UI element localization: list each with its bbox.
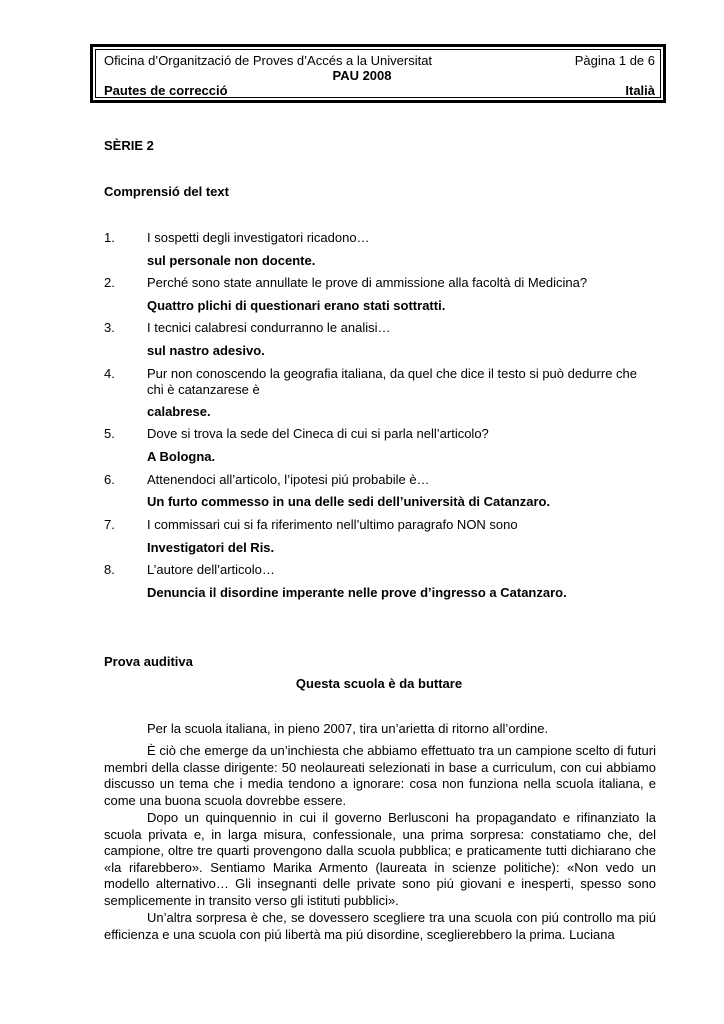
question-text: Attenendoci all’articolo, l’ipotesi piú probabile è… (147, 472, 430, 487)
article-paragraph: Un’altra sorpresa è che, se dovessero scegliere tra una scuola con piú controllo ma piú efficienza e una scuola con piú libertà ma piú disordine, sceglierebbero la prima. Luciana (104, 910, 656, 942)
article-title: Questa scuola è da buttare (295, 676, 463, 691)
question-number: 4. (104, 366, 115, 381)
question-text: Pur non conoscendo la geografia italiana, da quel che dice il testo si può dedurre che chi è catanzarese è (147, 366, 637, 397)
question-number: 3. (104, 320, 115, 335)
answer-text: calabrese. (147, 404, 211, 419)
header-section: Pautes de correcció (104, 83, 228, 98)
answer-text: Quattro plichi di questionari erano stati sottratti. (147, 298, 446, 313)
question-text: Perché sono state annullate le prove di ammissione alla facoltà di Medicina? (147, 275, 588, 290)
question-text: I commissari cui si fa riferimento nell’ultimo paragrafo NON sono (147, 517, 518, 532)
question-number: 2. (104, 275, 115, 290)
header-page-number: Pàgina 1 de 6 (574, 53, 655, 68)
comprehension-heading: Comprensió del text (104, 184, 229, 199)
answer-text: Denuncia il disordine imperante nelle prove d’ingresso a Catanzaro. (147, 585, 567, 600)
article-paragraph: È ciò che emerge da un’inchiesta che abbiamo effettuato tra un campione scelto di futuri membri della classe dirigente: 50 neolaureati selezionati in base a curriculum, con cui abbiamo discusso un tema che i media tendono a ignorare: cosa non funziona nella scuola italiana, e come una buona scuola dovrebbe essere. (104, 743, 656, 808)
answer-text: A Bologna. (147, 449, 216, 464)
question-number: 1. (104, 230, 115, 245)
article-paragraph: Per la scuola italiana, in pieno 2007, tira un’arietta di ritorno all’ordine. (147, 721, 549, 736)
question-text: I tecnici calabresi condurranno le analisi… (147, 320, 391, 335)
answer-text: Investigatori del Ris. (147, 540, 275, 555)
question-text: L’autore dell’articolo… (147, 562, 275, 577)
answer-text: sul nastro adesivo. (147, 343, 265, 358)
question-number: 8. (104, 562, 115, 577)
question-text: I sospetti degli investigatori ricadono… (147, 230, 370, 245)
serie-heading: SÈRIE 2 (104, 138, 154, 153)
listening-heading: Prova auditiva (104, 654, 193, 669)
answer-text: sul personale non docente. (147, 253, 316, 268)
answer-text: Un furto commesso in una delle sedi dell’università di Catanzaro. (147, 494, 551, 509)
question-number: 6. (104, 472, 115, 487)
header-year: PAU 2008 (332, 68, 392, 83)
question-number: 7. (104, 517, 115, 532)
header-org: Oficina d’Organització de Proves d’Accés a la Universitat (104, 53, 433, 68)
question-text: Dove si trova la sede del Cineca di cui si parla nell’articolo? (147, 426, 489, 441)
question-number: 5. (104, 426, 115, 441)
article-paragraph: Dopo un quinquennio in cui il governo Berlusconi ha propagandato e rifinanziato la scuola privata e, in larga misura, confessionale, una prima sorpresa: constatiamo che, del campione, oltre tre quarti provengono dalla scuola pubblica; e praticamente tutti dichiarano che «la rifarebbero». Sentiamo Marika Armento (laureata in scienze politiche): «Non vedo un modello alternativo… Gli insegnanti delle private sono piú giovani e inesperti, spesso sono semplicemente in transito verso gli istituti pubblici». (104, 810, 656, 908)
header-subject: Italià (625, 83, 655, 98)
